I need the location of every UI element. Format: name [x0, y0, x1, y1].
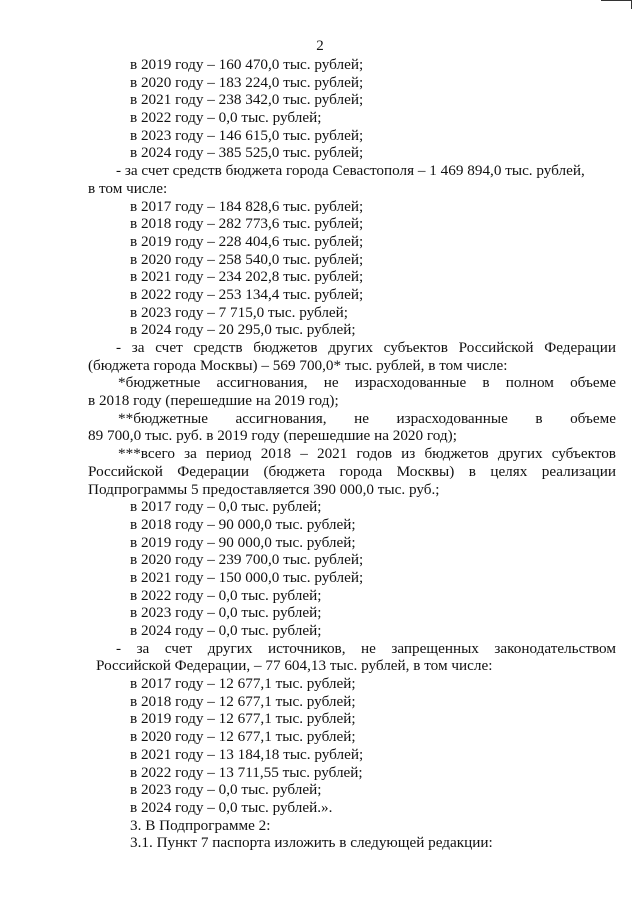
- list-item: в 2023 году – 7 715,0 тыс. рублей;: [130, 303, 348, 321]
- list-item: в 2023 году – 0,0 тыс. рублей;: [130, 604, 322, 622]
- list-item: в 2023 году – 0,0 тыс. рублей;: [130, 781, 322, 799]
- list-item: в 2017 году – 12 677,1 тыс. рублей;: [130, 675, 356, 693]
- list-item: в 2024 году – 20 295,0 тыс. рублей;: [130, 321, 356, 339]
- footnote-2-tail: 89 700,0 тыс. руб. в 2019 году (перешедшие на 2020 год);: [88, 427, 457, 445]
- list-item: в 2019 году – 90 000,0 тыс. рублей;: [130, 533, 356, 551]
- footnote-3-tail: Подпрограммы 5 предоставляется 390 000,0 тыс. руб.;: [88, 480, 440, 498]
- list-moscow: [88, 498, 616, 640]
- list-item: в 2024 году – 385 525,0 тыс. рублей;: [130, 144, 364, 162]
- footnote-1: *бюджетные ассигнования, не израсходованные в полном объеме: [118, 374, 616, 392]
- list-item: в 2021 году – 150 000,0 тыс. рублей;: [130, 568, 364, 586]
- list-item: в 2019 году – 160 470,0 тыс. рублей;: [130, 56, 364, 73]
- list-item: в 2022 году – 253 134,4 тыс. рублей;: [130, 285, 364, 303]
- footnote-1-tail: в 2018 году (перешедшие на 2019 год);: [88, 392, 339, 410]
- moscow-budget-heading: - за счет средств бюджетов других субъектов Российской Федерации: [116, 339, 616, 356]
- list-item: в 2020 году – 239 700,0 тыс. рублей;: [130, 551, 364, 569]
- footnote-2: **бюджетные ассигнования, не израсходованные в объеме: [118, 409, 616, 427]
- list-item: в 2019 году – 12 677,1 тыс. рублей;: [130, 710, 356, 728]
- list-item: в 2021 году – 13 184,18 тыс. рублей;: [130, 745, 364, 763]
- list-item: в 2022 году – 13 711,55 тыс. рублей;: [130, 763, 363, 781]
- list-item: в 2018 году – 282 773,6 тыс. рублей;: [130, 215, 364, 233]
- list-item: в 2021 году – 238 342,0 тыс. рублей;: [130, 91, 364, 109]
- footnote-3: ***всего за период 2018 – 2021 годов из бюджетов других субъектов: [118, 445, 616, 463]
- page-corner-mark: [601, 0, 632, 9]
- list-item: в 2022 году – 0,0 тыс. рублей;: [130, 109, 322, 127]
- other-sources-tail: Российской Федерации, – 77 604,13 тыс. рублей, в том числе:: [96, 657, 493, 675]
- list-item: в 2022 году – 0,0 тыс. рублей;: [130, 586, 322, 604]
- list-item: в 2018 году – 12 677,1 тыс. рублей;: [130, 692, 356, 710]
- list-2019-2024: [88, 56, 616, 162]
- list-item: в 2017 году – 0,0 тыс. рублей;: [130, 498, 322, 516]
- list-other-sources: [88, 675, 616, 817]
- list-item: в 2020 году – 183 224,0 тыс. рублей;: [130, 73, 364, 91]
- sevastopol-budget-heading: - за счет средств бюджета города Севастополя – 1 469 894,0 тыс. рублей,: [116, 162, 585, 180]
- list-item: в 2024 году – 0,0 тыс. рублей.».: [130, 798, 333, 816]
- list-item: в 2021 году – 234 202,8 тыс. рублей;: [130, 268, 364, 286]
- list-sevastopol: [88, 198, 616, 340]
- list-item: в 2023 году – 146 615,0 тыс. рублей;: [130, 126, 364, 144]
- sevastopol-budget-tail: в том числе:: [88, 179, 168, 197]
- list-item: в 2017 году – 184 828,6 тыс. рублей;: [130, 197, 364, 215]
- list-item: в 2018 году – 90 000,0 тыс. рублей;: [130, 515, 356, 533]
- moscow-budget-tail: (бюджета города Москвы) – 569 700,0* тыс. рублей, в том числе:: [88, 356, 508, 374]
- section-3-heading: 3. В Подпрограмме 2:: [130, 816, 271, 834]
- document-body: [88, 56, 616, 852]
- list-item: в 2020 году – 12 677,1 тыс. рублей;: [130, 728, 356, 746]
- section-3-1-text: 3.1. Пункт 7 паспорта изложить в следующей редакции:: [130, 834, 493, 852]
- other-sources-heading: - за счет других источников, не запрещенных законодательством: [116, 639, 616, 657]
- footnote-3-middle: Российской Федерации (бюджета города Москвы) в целях реализации: [88, 462, 616, 480]
- page-number: 2: [316, 38, 324, 54]
- list-item: в 2019 году – 228 404,6 тыс. рублей;: [130, 232, 364, 250]
- list-item: в 2024 году – 0,0 тыс. рублей;: [130, 622, 322, 639]
- list-item: в 2020 году – 258 540,0 тыс. рублей;: [130, 250, 364, 268]
